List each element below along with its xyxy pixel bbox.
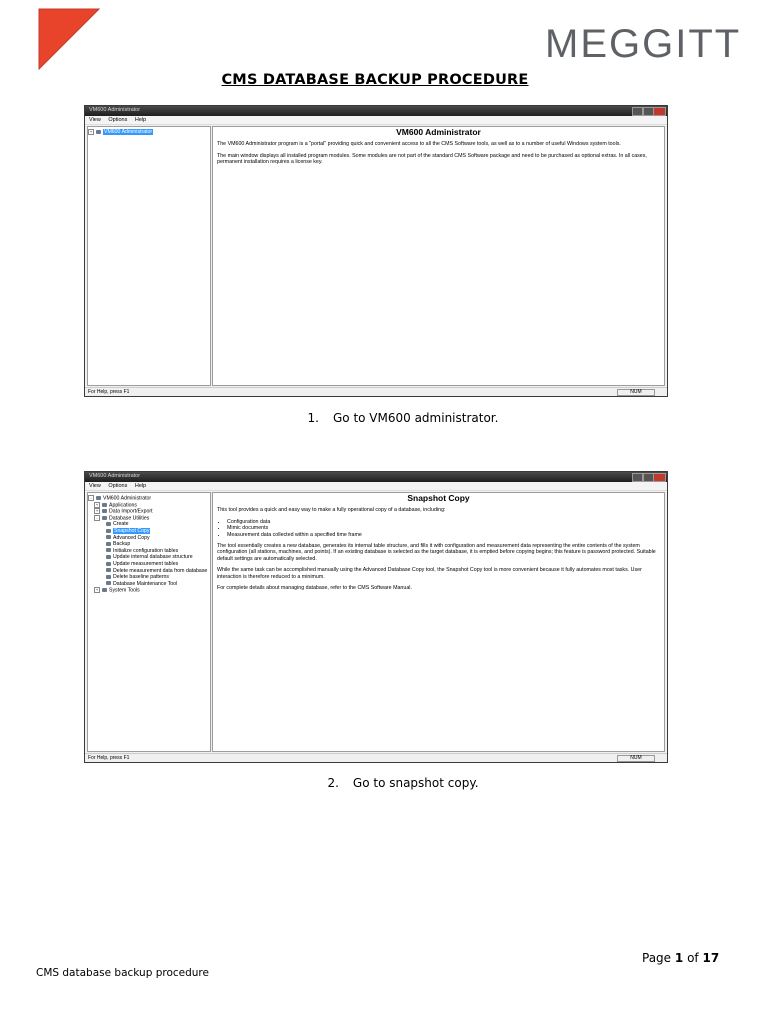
- num-indicator: NUM: [617, 755, 655, 762]
- tree-item-database-utilities: - Database Utilities: [88, 515, 210, 522]
- tree-item-applications: + Applications: [95, 501, 137, 508]
- content-paragraph: The VM600 Administrator program is a "portal" providing quick and convenient access to all the CMS Software tools, as well as to a number of useful Windows system tools.: [217, 141, 621, 148]
- content-pane: [212, 492, 665, 752]
- menu-help: Help: [134, 117, 147, 123]
- tool-icon: [106, 581, 111, 585]
- tool-icon: [106, 548, 111, 552]
- tool-icon: [106, 522, 111, 526]
- step-2: [0, 776, 768, 790]
- status-bar: [85, 753, 667, 762]
- bullet-item: • Configuration data: [227, 519, 660, 525]
- tree-item-vm600-administrator: + VM600 Administrator: [89, 129, 153, 136]
- folder-icon: [102, 509, 107, 513]
- window-title: VM600 Administrator: [89, 473, 141, 479]
- bullet-item: • Mimic documents: [227, 525, 660, 531]
- tree-item-delete-baseline-patterns: Delete baseline patterns: [88, 574, 210, 581]
- tree-item-snapshot-copy: Snapshot Copy: [88, 528, 210, 535]
- close-icon: [653, 473, 666, 482]
- menu-bar: [85, 116, 667, 125]
- content-title: Snapshot Copy: [407, 493, 470, 503]
- computer-icon: [96, 130, 101, 134]
- tool-icon: [106, 529, 111, 533]
- status-bar: [85, 387, 667, 396]
- folder-icon: [102, 516, 107, 520]
- content-paragraph: The main window displays all installed program modules. Some modules are not part of the standard CMS Software package and need to be purchased as optional extras. In all cases, permanent installation requires a license key.: [217, 152, 647, 166]
- expand-icon: +: [89, 129, 93, 134]
- meggitt-logo: MEGGITT: [545, 22, 742, 66]
- document-title: CMS DATABASE BACKUP PROCEDURE: [221, 72, 529, 88]
- expand-icon: +: [95, 508, 99, 514]
- collapse-icon: -: [94, 515, 100, 521]
- step-text: Go to snapshot copy.: [352, 776, 479, 790]
- step-number: 1.: [307, 411, 319, 425]
- step-number: 2.: [327, 776, 339, 790]
- content-bullet-list: [217, 519, 660, 538]
- content-title: VM600 Administrator: [396, 127, 481, 137]
- tree-pane: [87, 492, 211, 752]
- tree-item-update-internal-database-structure: Update internal database structure: [88, 554, 210, 561]
- tree-item-initialize-configuration-tables: Initialize configuration tables: [88, 548, 210, 555]
- page-number: Page 1 of 17: [642, 951, 720, 965]
- tree-item-delete-measurement-data: Delete measurement data from database: [88, 568, 210, 575]
- menu-options: Options: [108, 483, 128, 489]
- tree-item-update-measurement-tables: Update measurement tables: [88, 561, 210, 568]
- content-intro: This tool provides a quick and easy way to make a fully operational copy of a database, including:: [217, 507, 446, 514]
- corner-triangle-logo: [38, 8, 100, 70]
- status-text: For Help, press F1: [88, 389, 130, 395]
- window-title: VM600 Administrator: [89, 107, 141, 113]
- menu-bar: [85, 482, 667, 491]
- menu-view: View: [89, 483, 101, 489]
- screenshot-snapshot-copy: [84, 471, 668, 763]
- menu-options: Options: [108, 117, 128, 123]
- minimize-icon: [632, 473, 643, 482]
- tree-item-vm600-administrator: - VM600 Administrator: [88, 495, 210, 502]
- bullet-item: • Measurement data collected within a specified time frame: [227, 532, 660, 538]
- tree-item-advanced-copy: Advanced Copy: [88, 535, 210, 542]
- computer-icon: [96, 496, 101, 500]
- footer-document-name: CMS database backup procedure: [36, 967, 209, 979]
- step-text: Go to VM600 administrator.: [332, 411, 499, 425]
- num-indicator: NUM: [617, 389, 655, 396]
- expand-icon: +: [95, 587, 99, 593]
- tool-icon: [106, 535, 111, 539]
- content-paragraph: While the same task can be accomplished manually using the Advanced Database Copy tool, the Snapshot Copy tool is more convenient because it fully automates most tasks. User interaction is therefore reduced to a minimum.: [217, 567, 642, 580]
- content-paragraph: The tool essentially creates a new database, generates its internal table structure, and fills it with configuration and measurement data representing the entire contents of the system configuration (all stations, machines, and points). If an existing database is selected as the target database, it is emptied before copying begins; this feature is password protected. Suitable default settings are automatically selected.: [217, 543, 656, 562]
- tool-icon: [106, 555, 111, 559]
- collapse-icon: -: [88, 495, 94, 501]
- tree-item-backup: Backup: [88, 541, 210, 548]
- tool-icon: [106, 575, 111, 579]
- step-1: [0, 411, 768, 425]
- status-text: For Help, press F1: [88, 755, 130, 761]
- tool-icon: [106, 562, 111, 566]
- tree-item-create: Create: [88, 521, 210, 528]
- menu-help: Help: [134, 483, 147, 489]
- screenshot-vm600-administrator: [84, 105, 668, 397]
- close-icon: [653, 107, 666, 116]
- content-paragraph: For complete details about managing database, refer to the CMS Software Manual.: [217, 585, 412, 592]
- tree-item-system-tools: + System Tools: [95, 587, 140, 594]
- tool-icon: [106, 568, 111, 572]
- tree-pane: [87, 126, 211, 386]
- tree-item-database-maintenance-tool: Database Maintenance Tool: [88, 581, 210, 588]
- minimize-icon: [632, 107, 643, 116]
- tool-icon: [106, 542, 111, 546]
- tree-item-data-import-export: + Data Import/Export: [95, 508, 153, 515]
- window-titlebar: [85, 472, 667, 482]
- expand-icon: +: [95, 501, 99, 507]
- folder-icon: [102, 588, 107, 592]
- content-pane: [212, 126, 665, 386]
- folder-icon: [102, 503, 107, 507]
- menu-view: View: [89, 117, 101, 123]
- window-titlebar: [85, 106, 667, 116]
